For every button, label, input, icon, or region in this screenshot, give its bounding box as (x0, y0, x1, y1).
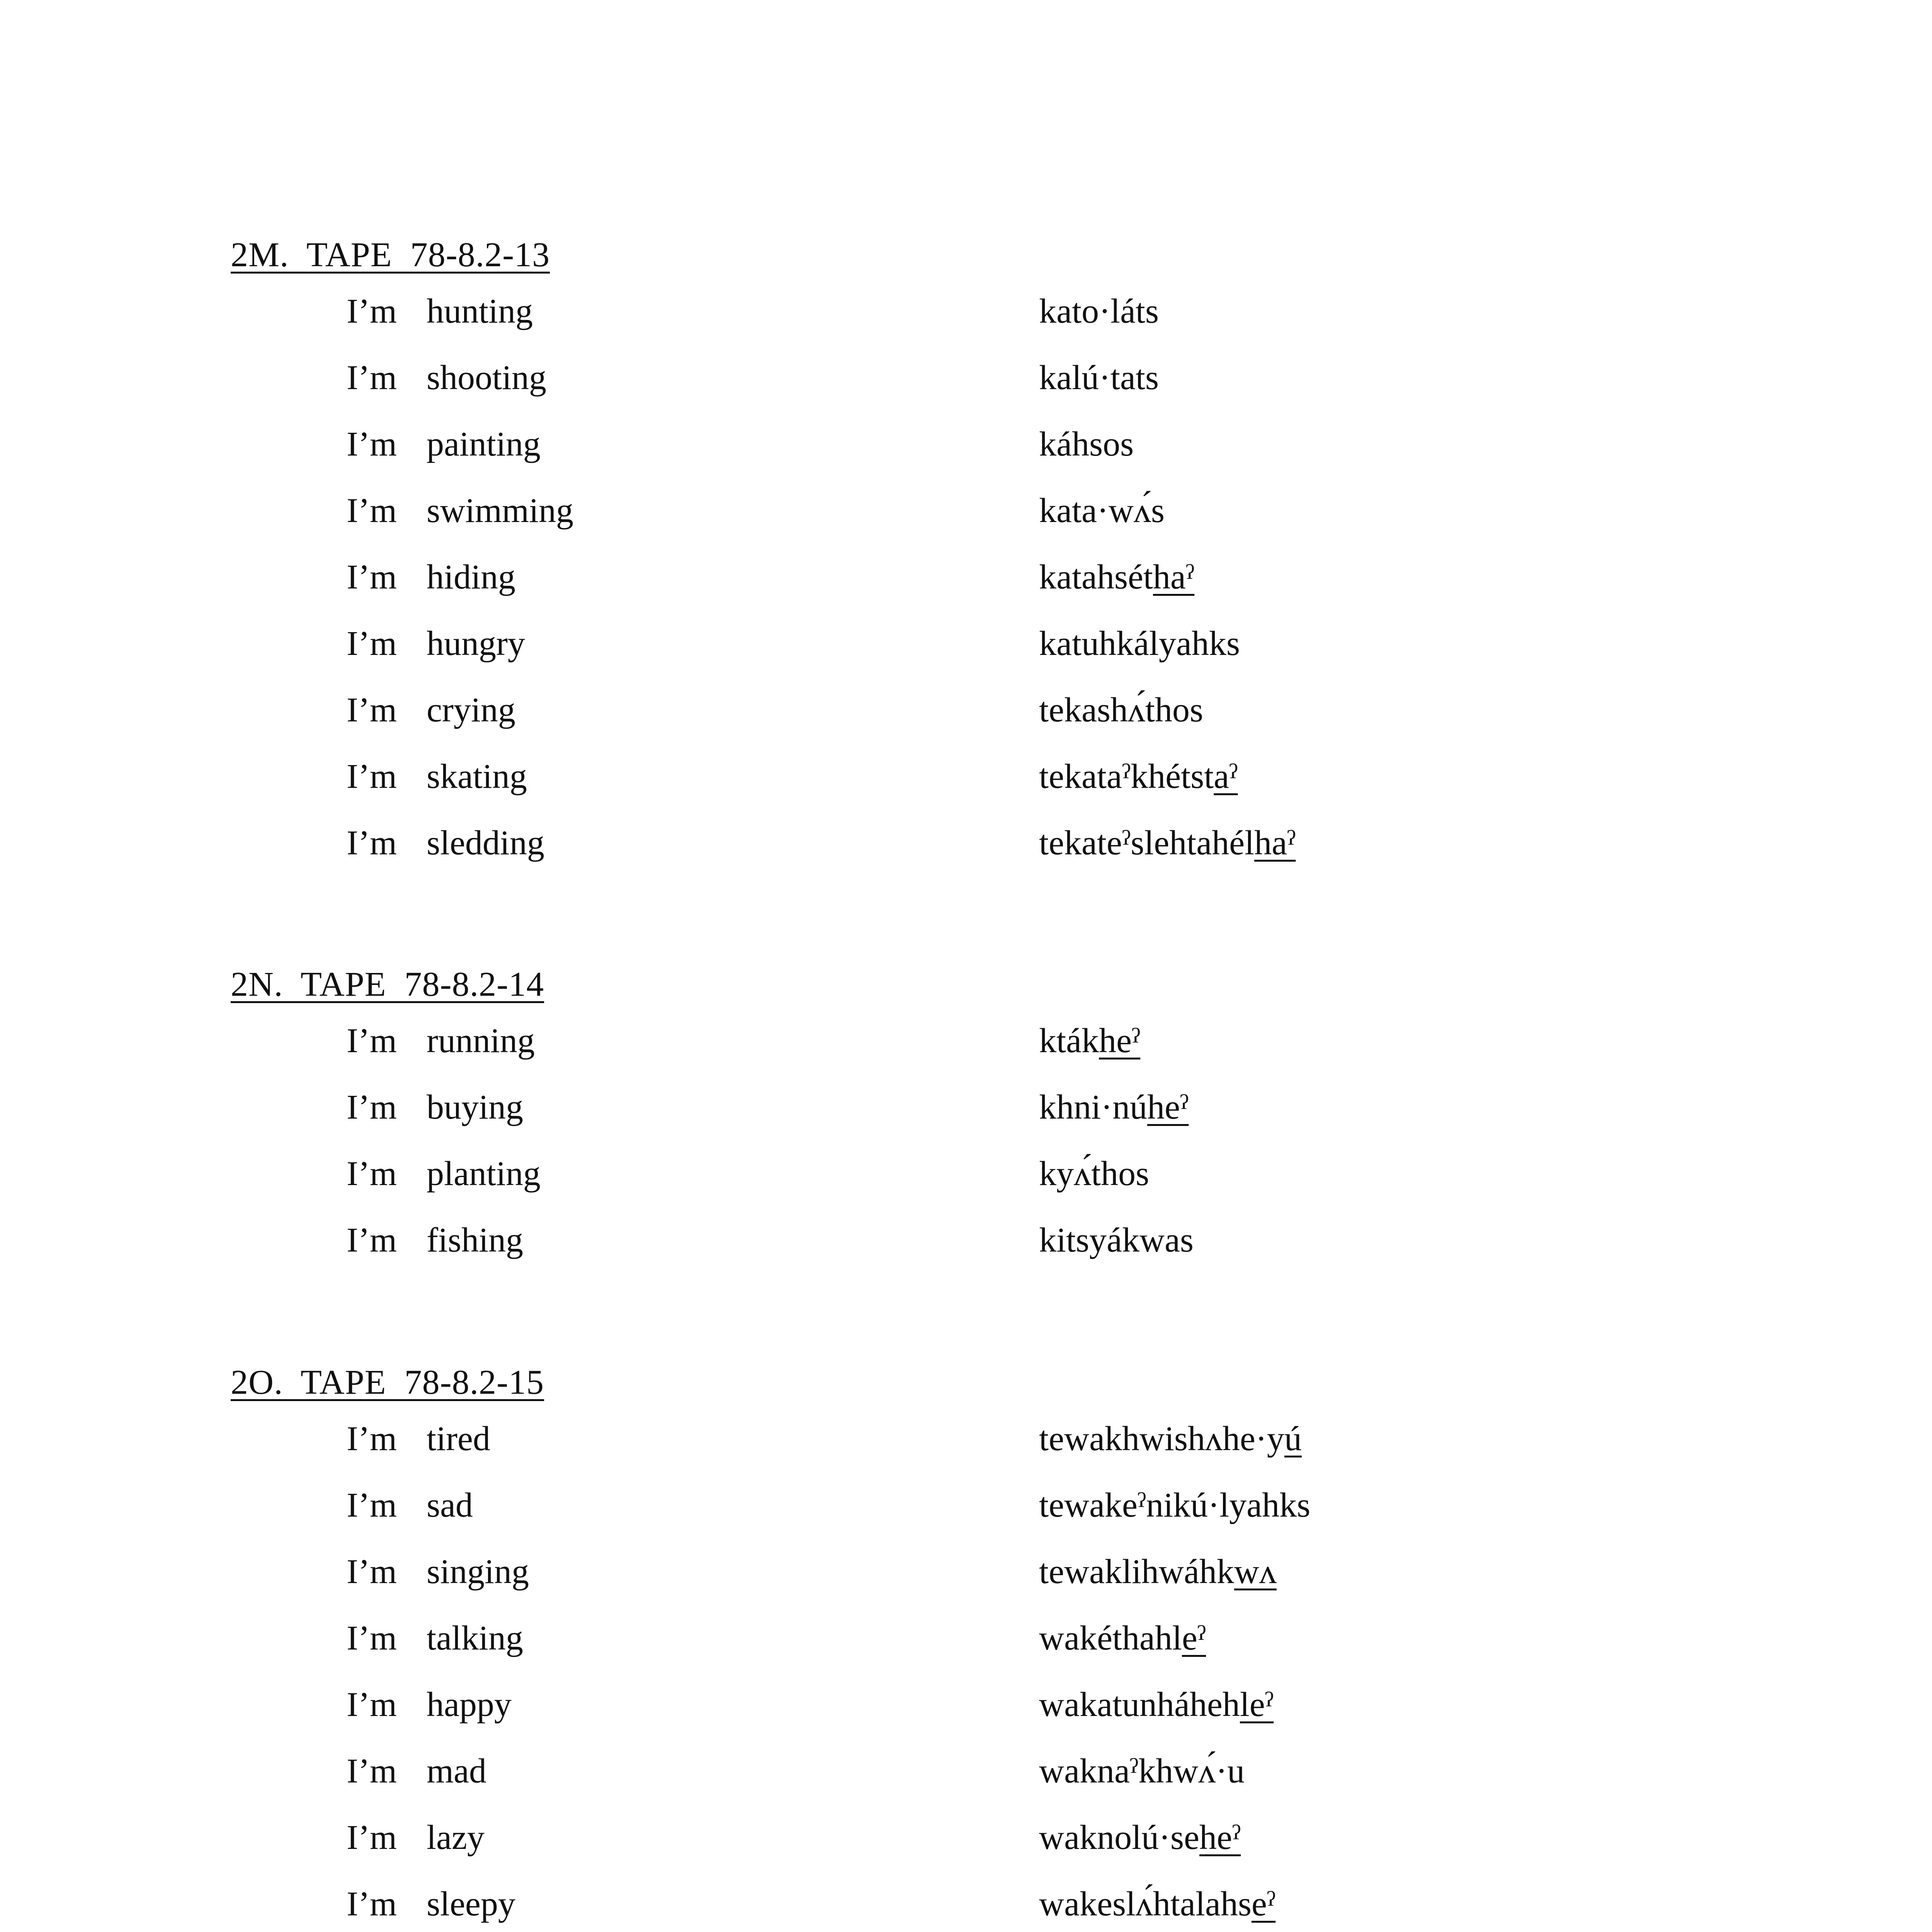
english-phrase: I’m hungry (347, 624, 525, 663)
text-segment: waknolú·se (1039, 1818, 1199, 1857)
english-phrase: I’m painting (347, 425, 541, 463)
section-heading: 2M. TAPE 78-8.2-13 (231, 236, 550, 274)
english-phrase: I’m tired (347, 1420, 490, 1458)
native-translation (1039, 1539, 1277, 1605)
text-segment: tekateˀslehtahél (1039, 824, 1255, 862)
native-translation (1039, 677, 1203, 743)
underlined-segment: heˀ (1099, 1022, 1141, 1060)
native-translation (1039, 810, 1296, 876)
english-phrase: I’m sledding (347, 824, 544, 862)
native-translation (1039, 743, 1238, 810)
english-phrase: I’m swimming (347, 492, 573, 530)
text-segment: tekashʌ́thos (1039, 691, 1203, 729)
native-translation (1039, 1008, 1140, 1074)
vocabulary-list (231, 278, 1776, 876)
text-segment: tewakhwishʌhe·y (1039, 1420, 1284, 1458)
underlined-segment: heˀ (1199, 1818, 1241, 1857)
vocabulary-row (231, 1074, 1776, 1141)
native-translation (1039, 1472, 1310, 1539)
vocabulary-row (231, 345, 1776, 411)
text-segment: kitsyákwas (1039, 1221, 1194, 1259)
text-segment: khni·nú (1039, 1088, 1147, 1126)
section-2n (231, 961, 1776, 1274)
section-2m (231, 232, 1776, 876)
native-translation (1039, 1207, 1194, 1274)
native-translation (1039, 1406, 1302, 1472)
text-segment: káhsos (1039, 425, 1134, 463)
underlined-segment: haˀ (1153, 558, 1195, 596)
underlined-segment: aˀ (1214, 757, 1238, 796)
underlined-segment: leˀ (1240, 1685, 1274, 1724)
vocabulary-row (231, 544, 1776, 611)
english-phrase: I’m planting (347, 1155, 541, 1193)
vocabulary-row (231, 1141, 1776, 1207)
english-phrase: I’m talking (347, 1619, 523, 1657)
text-segment: kato·láts (1039, 292, 1159, 330)
native-translation (1039, 1672, 1274, 1738)
english-phrase: I’m singing (347, 1553, 529, 1591)
english-phrase: I’m skating (347, 757, 527, 796)
vocabulary-list (231, 1008, 1776, 1274)
section-2o (231, 1359, 1776, 1932)
english-phrase: I’m buying (347, 1088, 523, 1126)
native-translation (1039, 278, 1159, 345)
native-translation (1039, 1871, 1276, 1932)
english-phrase: I’m shooting (347, 359, 546, 397)
text-segment: kták (1039, 1022, 1099, 1060)
text-segment: kata·wʌ́s (1039, 492, 1165, 530)
vocabulary-row (231, 278, 1776, 345)
english-phrase: I’m crying (347, 691, 515, 729)
english-phrase: I’m fishing (347, 1221, 523, 1259)
underlined-segment: eˀ (1182, 1619, 1206, 1657)
english-phrase: I’m happy (347, 1685, 512, 1724)
native-translation (1039, 611, 1240, 677)
vocabulary-row (231, 1804, 1776, 1871)
vocabulary-row (231, 1008, 1776, 1074)
section-heading: 2O. TAPE 78-8.2-15 (231, 1363, 544, 1401)
vocabulary-row (231, 1672, 1776, 1738)
vocabulary-row (231, 478, 1776, 544)
native-translation (1039, 1605, 1206, 1672)
vocabulary-row (231, 677, 1776, 743)
native-translation (1039, 345, 1159, 411)
vocabulary-list (231, 1406, 1776, 1932)
english-phrase: I’m sleepy (347, 1885, 515, 1923)
text-segment: katahsét (1039, 558, 1153, 596)
section-heading: 2N. TAPE 78-8.2-14 (231, 965, 544, 1003)
native-translation (1039, 478, 1165, 544)
native-translation (1039, 1074, 1189, 1141)
english-phrase: I’m running (347, 1022, 535, 1060)
native-translation (1039, 544, 1194, 611)
underlined-segment: eˀ (1251, 1885, 1276, 1923)
english-phrase: I’m lazy (347, 1818, 485, 1857)
text-segment: wakatunháheh (1039, 1685, 1240, 1724)
text-segment: wakéthahl (1039, 1619, 1182, 1657)
vocabulary-row (231, 611, 1776, 677)
english-phrase: I’m hiding (347, 558, 515, 596)
vocabulary-row (231, 1207, 1776, 1274)
underlined-segment: ú (1284, 1420, 1302, 1458)
vocabulary-row (231, 1605, 1776, 1672)
english-phrase: I’m mad (347, 1752, 486, 1790)
vocabulary-row (231, 1738, 1776, 1804)
english-phrase: I’m hunting (347, 292, 533, 330)
vocabulary-row (231, 1871, 1776, 1932)
vocabulary-row (231, 743, 1776, 810)
native-translation (1039, 411, 1134, 478)
vocabulary-row (231, 1472, 1776, 1539)
vocabulary-row (231, 1406, 1776, 1472)
text-segment: wakeslʌ́htalahs (1039, 1885, 1252, 1923)
native-translation (1039, 1141, 1149, 1207)
text-segment: tekataˀkhétst (1039, 757, 1214, 796)
underlined-segment: wʌ (1234, 1553, 1277, 1591)
native-translation (1039, 1738, 1245, 1804)
text-segment: tewaklihwáhk (1039, 1553, 1234, 1591)
underlined-segment: haˀ (1254, 824, 1296, 862)
vocabulary-row (231, 810, 1776, 876)
native-translation (1039, 1804, 1241, 1871)
underlined-segment: heˀ (1147, 1088, 1189, 1126)
vocabulary-row (231, 1539, 1776, 1605)
text-segment: kyʌ́thos (1039, 1155, 1150, 1193)
text-segment: katuhkályahks (1039, 624, 1240, 663)
text-segment: tewakeˀnikú·lyahks (1039, 1486, 1311, 1524)
vocabulary-row (231, 411, 1776, 478)
text-segment: kalú·tats (1039, 359, 1159, 397)
english-phrase: I’m sad (347, 1486, 473, 1524)
text-segment: waknaˀkhwʌ́·u (1039, 1752, 1245, 1790)
